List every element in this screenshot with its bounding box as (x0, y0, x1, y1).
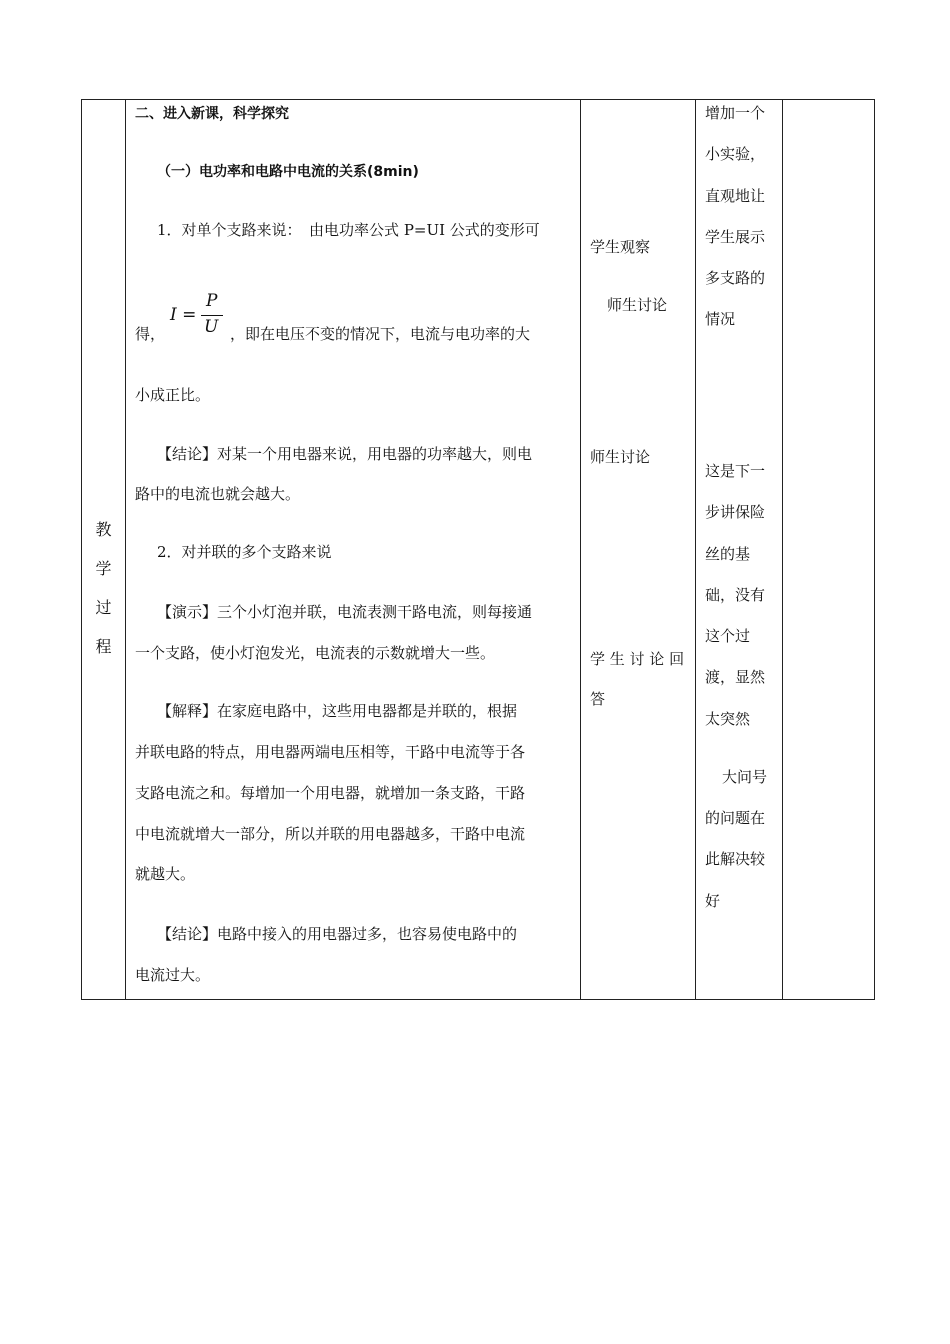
student-observe: 学生观察 (590, 238, 651, 256)
conclusion1-line2: 路中的电流也就会越大。 (135, 485, 301, 503)
intent-line: 好 (705, 892, 721, 910)
row-label-char: 教 (95, 520, 112, 539)
content-cell (126, 100, 581, 1000)
row-label (82, 510, 125, 666)
intent-line: 多支路的 (705, 269, 766, 287)
item1-line3: 小成正比。 (135, 386, 211, 404)
intent-line: 学生展示 (705, 228, 766, 246)
formula-numerator: P (206, 291, 218, 311)
student-discuss-1: 师生讨论 (607, 296, 668, 314)
formula-lhs: I = (170, 305, 197, 325)
row-label-char: 过 (95, 598, 112, 617)
intent-line: 这个过 (705, 627, 751, 645)
current-formula (170, 291, 230, 343)
intent-line: 这是下一 (705, 462, 766, 480)
notes-cell (783, 100, 875, 1000)
formula-denominator: U (204, 317, 219, 337)
lesson-plan-table (81, 99, 875, 1000)
item1-line1: 1．对单个支路来说： 由电功率公式 P=UI 公式的变形可 (157, 221, 540, 239)
explain-line1: 【解释】在家庭电路中，这些用电器都是并联的，根据 (157, 702, 518, 720)
intent-line: 大问号 (722, 768, 768, 786)
intent-line: 的问题在 (705, 809, 766, 827)
conclusion1-line1: 【结论】对某一个用电器来说，用电器的功率越大，则电 (157, 445, 533, 463)
intent-line: 情况 (705, 310, 736, 328)
subsection-title: （一）电功率和电路中电流的关系(8min) (157, 164, 419, 180)
intent-line: 步讲保险 (705, 503, 766, 521)
intent-line: 太突然 (705, 710, 751, 728)
intent-line: 增加一个 (705, 104, 766, 122)
intent-line: 渡，显然 (705, 668, 766, 686)
student-answer-line2: 答 (590, 690, 606, 708)
row-label-cell (82, 100, 126, 1000)
explain-line4: 中电流就增大一部分，所以并联的用电器越多，干路中电流 (135, 825, 526, 843)
row-label-char: 程 (95, 637, 112, 656)
student-activity-cell (581, 100, 696, 1000)
conclusion2-line1: 【结论】电路中接入的用电器过多，也容易使电路中的 (157, 925, 518, 943)
item2: 2．对并联的多个支路来说 (157, 543, 332, 561)
item1-line2-suffix: ，即在电压不变的情况下，电流与电功率的大 (230, 325, 531, 343)
conclusion2-line2: 电流过大。 (135, 966, 211, 984)
explain-line2: 并联电路的特点，用电器两端电压相等，干路中电流等于各 (135, 743, 526, 761)
row-label-char: 学 (95, 559, 112, 578)
section-title: 二、进入新课，科学探究 (135, 106, 289, 122)
intent-line: 此解决较 (705, 850, 766, 868)
explain-line3: 支路电流之和。每增加一个用电器，就增加一条支路，干路 (135, 784, 526, 802)
explain-line5: 就越大。 (135, 865, 196, 883)
intent-line: 小实验， (705, 145, 766, 163)
intent-line: 直观地让 (705, 187, 766, 205)
demo-line1: 【演示】三个小灯泡并联，电流表测干路电流，则每接通 (157, 603, 533, 621)
demo-line2: 一个支路，使小灯泡发光，电流表的示数就增大一些。 (135, 644, 496, 662)
design-intent-cell (696, 100, 783, 1000)
intent-line: 丝的基 (705, 545, 751, 563)
fraction-bar (201, 315, 223, 316)
student-discuss-2: 师生讨论 (590, 448, 651, 466)
student-answer-line1: 学 生 讨 论 回 (590, 650, 685, 668)
intent-line: 础，没有 (705, 586, 766, 604)
table-row (82, 100, 875, 1000)
item1-line2-prefix: 得， (135, 325, 166, 343)
